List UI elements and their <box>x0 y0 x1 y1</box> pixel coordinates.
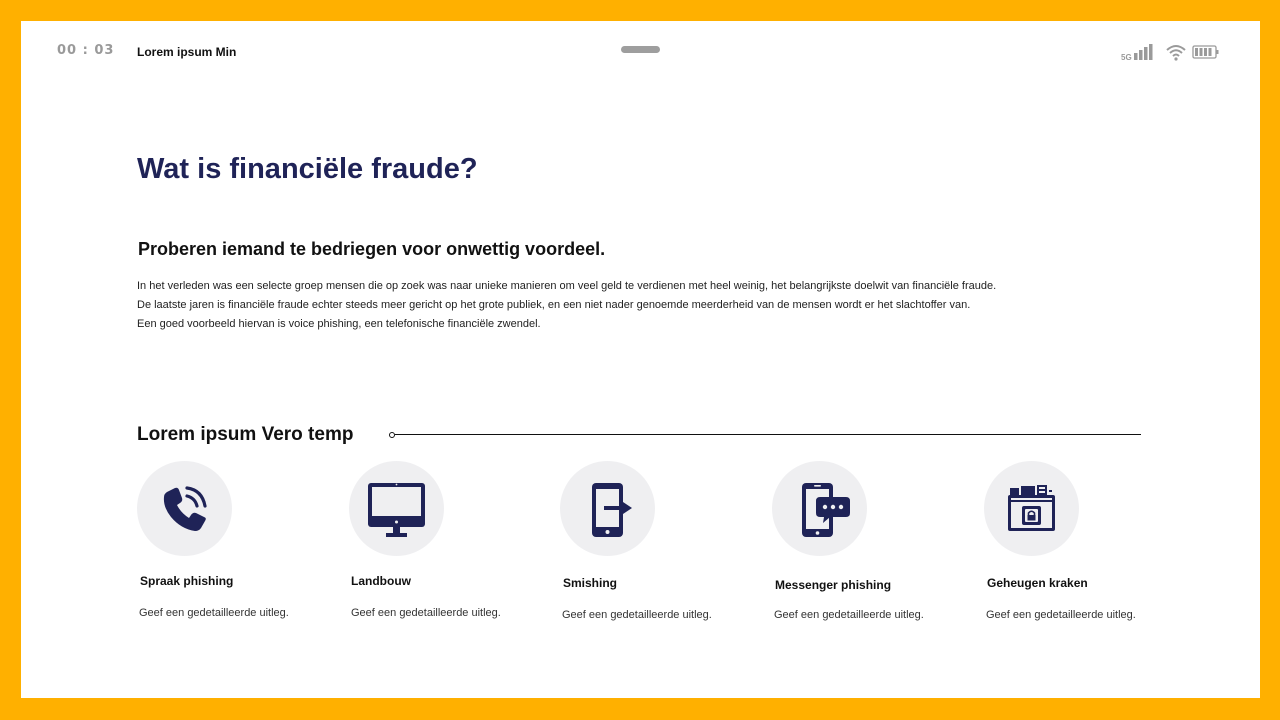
card-geheugen-kraken <box>984 461 1184 641</box>
status-bar <box>21 21 1260 81</box>
signal-icon <box>1121 42 1159 67</box>
card-landbouw <box>349 461 549 641</box>
card-description: Geef een gedetailleerde uitleg. <box>562 609 712 621</box>
card-label: Geheugen kraken <box>987 576 1088 590</box>
smartphone-exit-icon <box>560 461 655 556</box>
memory-lock-icon <box>984 461 1079 556</box>
card-description: Geef een gedetailleerde uitleg. <box>986 609 1136 621</box>
network-label: 5G <box>1121 53 1132 62</box>
card-description: Geef een gedetailleerde uitleg. <box>774 609 924 621</box>
card-label: Messenger phishing <box>775 578 892 592</box>
card-smishing <box>560 461 760 641</box>
app-title: Lorem ipsum Min <box>137 45 237 59</box>
clock: 00 : 03 <box>57 43 115 58</box>
phone-call-icon <box>137 461 232 556</box>
paragraph-line: In het verleden was een selecte groep mensen die op zoek was naar unieke manieren om veel geld te verdienen met heel weinig, het belangrijkste doelwit van financiële fraude. <box>137 280 997 292</box>
icon-circle <box>560 461 655 556</box>
page-subtitle: Proberen iemand te bedriegen voor onwettig voordeel. <box>138 239 606 259</box>
section-divider <box>395 434 1141 435</box>
card-label: Spraak phishing <box>140 574 234 588</box>
card-spraak-phishing <box>137 461 337 641</box>
icon-circle <box>137 461 232 556</box>
section-heading: Lorem ipsum Vero temp <box>137 424 354 445</box>
wifi-icon <box>1165 42 1187 67</box>
paragraph-line: De laatste jaren is financiële fraude echter steeds meer gericht op het grote publiek, en een niet nader genoemde meerderheid van de mensen wordt er het slachtoffer van. <box>137 299 971 311</box>
card-description: Geef een gedetailleerde uitleg. <box>351 607 501 619</box>
slide-frame <box>21 21 1260 698</box>
monitor-icon <box>349 461 444 556</box>
notch-indicator <box>621 46 660 53</box>
icon-circle <box>772 461 867 556</box>
card-description: Geef een gedetailleerde uitleg. <box>139 607 289 619</box>
paragraph-line: Een goed voorbeeld hiervan is voice phishing, een telefonische financiële zwendel. <box>137 318 541 330</box>
card-label: Smishing <box>563 576 618 590</box>
page-title: Wat is financiële fraude? <box>137 153 478 185</box>
intro-paragraph <box>137 277 1137 334</box>
battery-icon <box>1192 42 1220 67</box>
card-messenger-phishing <box>772 461 972 641</box>
icon-circle <box>349 461 444 556</box>
icon-circle <box>984 461 1079 556</box>
section-divider-dot <box>389 432 395 438</box>
card-label: Landbouw <box>351 574 411 588</box>
smartphone-chat-icon <box>772 461 867 556</box>
